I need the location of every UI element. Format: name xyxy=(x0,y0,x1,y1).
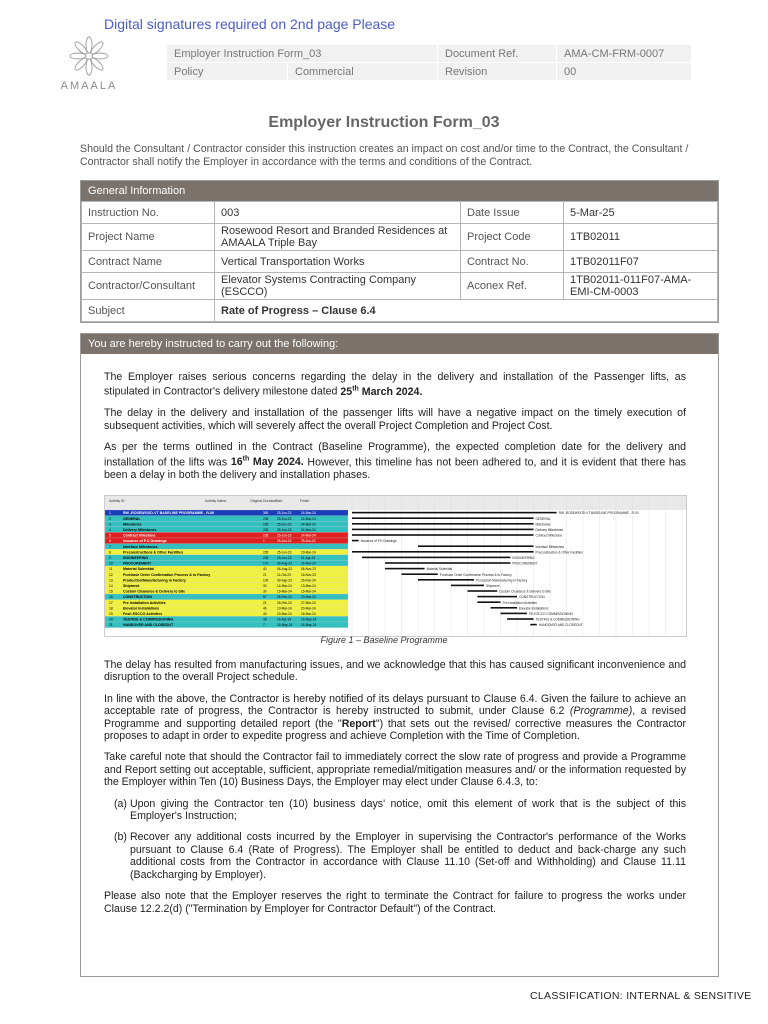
gantt-row-number: 9 xyxy=(109,556,111,560)
gantt-row-start: 26-Feb-24 xyxy=(277,600,292,605)
gantt-row-duration: 1 xyxy=(263,539,265,544)
gantt-row-finish: 24-Mar-24 xyxy=(301,516,316,521)
gantt-bar-label: Shipment xyxy=(486,584,500,588)
gantt-row-name: Fnsh ESCCO Activities xyxy=(123,612,163,616)
gantt-header-cell: Start xyxy=(275,499,283,503)
date-issue-label: Date Issue xyxy=(461,202,564,224)
gantt-bar xyxy=(352,540,359,542)
revision-label: Revision xyxy=(438,63,557,81)
date-issue-value: 5-Mar-25 xyxy=(564,202,718,224)
gantt-row-number: 7 xyxy=(109,544,111,549)
gantt-row-duration: 235 xyxy=(263,522,269,527)
gantt-row-finish: 06-Nov-23 xyxy=(301,567,316,572)
gantt-row-finish: 25-Jun-23 xyxy=(301,539,316,544)
gantt-row-number: 5 xyxy=(109,533,111,538)
gantt-bar-label: RW -ROSEWOOD-VT BASELINE PROGRAMME - R-00 xyxy=(558,511,639,516)
page-title: Employer Instruction Form_03 xyxy=(268,114,500,131)
gantt-bar xyxy=(352,517,534,519)
gantt-row-finish: 20-Mar-24 xyxy=(301,606,316,611)
gantt-bar xyxy=(477,601,500,603)
gantt-bar xyxy=(477,596,517,598)
gantt-bar xyxy=(352,551,534,553)
gantt-row-number: 20 xyxy=(109,617,113,622)
gantt-header-bar xyxy=(105,496,686,510)
gantt-bar xyxy=(352,523,534,525)
gantt-bar-label: Interface Milestones xyxy=(535,544,565,549)
gantt-bar-label: ENGINEERING xyxy=(512,556,535,560)
gantt-row-finish: 24-Mar-24 xyxy=(301,528,316,532)
gantt-row-number: 18 xyxy=(109,606,113,611)
gantt-row-finish: 20-Mar-24 xyxy=(301,595,316,600)
gantt-bar-label: CONSTRUCTION xyxy=(519,595,545,600)
gantt-bar-label: Issuance of PO Drawings xyxy=(360,539,397,544)
gantt-row-name: HANDOVER AND CLOSEOUT xyxy=(123,623,174,628)
gantt-row-start: 25-Jun-23 xyxy=(277,528,292,532)
policy-label: Policy xyxy=(167,63,288,81)
amaala-logo xyxy=(56,36,122,92)
list-item-a: (a) Upon giving the Contractor ten (10) business days' notice, omit this element of work that is the subject of this Employer's Instruction; xyxy=(114,797,686,823)
project-name-value: Rosewood Resort and Branded Residences at AMAALA Triple Bay xyxy=(215,224,461,251)
gantt-bar xyxy=(418,545,534,547)
gantt-row-number: 14 xyxy=(109,584,113,588)
gantt-bar xyxy=(451,585,484,587)
gantt-row-start: 16-Apr-24 xyxy=(277,617,292,622)
amaala-logo-icon xyxy=(69,36,109,76)
gantt-bar xyxy=(507,618,533,620)
gantt-row-name: Interface Milestones xyxy=(123,544,158,549)
gantt-bar-label: Delivery Milestones xyxy=(535,528,564,532)
gantt-row-name: TESTING & COMMISSIONING xyxy=(123,617,174,622)
gantt-row-duration: 7 xyxy=(263,623,265,628)
gantt-row-name: Purchase Order Confirmation Process & to Factory xyxy=(123,572,211,577)
gantt-bar-label: Preconstruction & Other Facilities xyxy=(535,550,583,555)
gantt-bar xyxy=(385,562,510,564)
gantt-row-number: 13 xyxy=(109,578,113,583)
policy-value: Commercial xyxy=(288,63,438,81)
gantt-row-duration: 170 xyxy=(263,561,269,566)
general-information-heading: General Information xyxy=(81,181,718,201)
gantt-row-finish: 16-Mar-24 xyxy=(301,612,316,616)
gantt-row-finish: 01-Apr-24 xyxy=(301,556,316,560)
signature-note: Digital signatures required on 2nd page Please xyxy=(104,16,396,32)
general-information-table xyxy=(81,201,718,322)
gantt-row-duration: 40 xyxy=(263,567,267,572)
gantt-row-start: 11-Oct-23 xyxy=(277,572,291,577)
gantt-header-cell: Activity ID xyxy=(109,499,125,503)
gantt-row-finish: 26-Mar-24 xyxy=(301,561,316,566)
gantt-row-name: Milestones xyxy=(123,522,142,527)
gantt-row-duration: 235 xyxy=(263,533,269,538)
contract-no-label: Contract No. xyxy=(461,251,564,273)
gantt-bar xyxy=(385,568,425,570)
paragraph-6: Take careful note that should the Contractor fail to immediately correct the slow rate of progress and provide a Programme and Report setting out acceptable, sufficient, appropriate remedial/mitigation measures and/ or the information requested by the Employer within Ten (10) Business Days, the Employer may elect under Clause 6.4.3, to: xyxy=(104,751,686,789)
gantt-row-finish: 23-Mar-24 xyxy=(301,550,316,555)
gantt-row-name: Shipment xyxy=(123,584,140,588)
project-code-value: 1TB02011 xyxy=(564,224,718,251)
gantt-row-name: PROCUREMENT xyxy=(123,561,152,566)
gantt-row-duration: 40 xyxy=(263,612,267,616)
subject-label: Subject xyxy=(82,300,215,322)
gantt-bar xyxy=(352,529,534,531)
gantt-bar-label: PROCUREMENT xyxy=(512,561,538,566)
gantt-header-cell: Original Duration xyxy=(250,499,277,503)
subject-value: Rate of Progress – Clause 6.4 xyxy=(215,300,718,322)
gantt-bar xyxy=(491,607,517,609)
gantt-row-finish: 24-May-24 xyxy=(301,623,317,628)
gantt-bar-label: Custom Clearance & Delivery to Site xyxy=(499,589,551,594)
baseline-programme-gantt xyxy=(105,496,686,636)
gantt-row-finish: 24-Mar-24 xyxy=(301,533,316,538)
gantt-row-number: 11 xyxy=(109,567,113,572)
gantt-row-number: 6 xyxy=(109,539,111,544)
gantt-bar-label: Contract Milestone xyxy=(535,533,563,538)
gantt-bar xyxy=(352,534,534,536)
gantt-row-start: 06-Aug-23 xyxy=(277,567,292,572)
paragraph-4: The delay has resulted from manufacturing issues, and we acknowledge that this has caused significant inconvenience and disruption to the overall Project schedule. xyxy=(104,659,686,684)
gantt-row-finish: 16-Nov-23 xyxy=(301,572,316,577)
gantt-row-name: RW -ROSEWOOD-VT BASELINE PROGRAMME - R-00 xyxy=(123,511,214,516)
classification-label: CLASSIFICATION: INTERNAL & SENSITIVE xyxy=(530,990,752,1002)
instruction-body-top xyxy=(104,371,686,490)
gantt-row-finish: 15-Mar-24 xyxy=(301,589,316,594)
instruction-body-bottom xyxy=(104,659,686,924)
gantt-bar-label: Production Manufacturing in Factory xyxy=(476,578,528,583)
gantt-row-name: Contract Milestone xyxy=(123,533,156,538)
aconex-label: Aconex Ref. xyxy=(461,273,564,300)
gantt-row-number: 19 xyxy=(109,612,113,616)
revision-value: 00 xyxy=(557,63,692,81)
gantt-bar xyxy=(468,590,498,592)
gantt-row-duration: 390 xyxy=(263,511,269,516)
gantt-row-name: Issuance of P.O Drawings xyxy=(123,539,167,544)
gantt-row-name: Custom Clearance & Delivery to Site xyxy=(123,589,186,594)
gantt-bar xyxy=(530,624,537,626)
gantt-row-duration: 235 xyxy=(263,528,269,532)
baseline-programme-figure xyxy=(104,495,687,637)
document-header-table xyxy=(166,44,692,81)
gantt-row-start: 26-Feb-24 xyxy=(277,595,292,600)
gantt-bar-label: Milestones xyxy=(535,522,551,527)
instruction-heading: You are hereby instructed to carry out the following: xyxy=(81,334,718,354)
gantt-bar-label: Purchase Order Confirmation Process & to Factory xyxy=(439,572,512,577)
gantt-row-name: Delivery Milestones xyxy=(123,528,157,532)
paragraph-5: In line with the above, the Contractor is hereby notified of its delays pursuant to Clause 6.4. Given the failure to achieve an acceptable rate of progress, the Contractor is hereby instructed to submit, under Clause 6.2 (Programme), a revised Programme and supporting detailed report (the "Report") that sets out the revised/ corrective measures the Contractor proposes to adapt in order to expedite progress and achieve Completion with the Time of Completion. xyxy=(104,692,686,743)
gantt-row-name: Preconstructions & Other Facilities xyxy=(123,550,184,555)
gantt-bar-label: Pre Installation Activities xyxy=(502,600,537,605)
gantt-row-name: CONSTRUCTION xyxy=(123,595,152,600)
contractor-label: Contractor/Consultant xyxy=(82,273,215,300)
contract-no-value: 1TB02011F07 xyxy=(564,251,718,273)
gantt-header-cell: Activity Name xyxy=(205,499,227,503)
gantt-row-start: 25-Jun-23 xyxy=(277,516,292,521)
gantt-row-duration: 21 xyxy=(263,600,267,605)
gantt-row-name: Production/Manufacturing in Factory xyxy=(123,578,186,583)
list-item-b: (b) Recover any additional costs incurred by the Employer in supervising the Contractor's performance of the Works pursuant to Clause 6.4 (Rate of Progress). The Employer shall be entitled to deduct and back-charge any such additional costs from the Contractor in accordance with Clause 11.10 (Set-off and Withholding) and Clause 11.11 (Backcharging by Employer). xyxy=(114,831,686,881)
form-name: Employer Instruction Form_03 xyxy=(167,45,438,63)
gantt-bar xyxy=(501,613,527,615)
project-code-label: Project Code xyxy=(461,224,564,251)
figure-caption: Figure 1 – Baseline Programme xyxy=(320,635,448,645)
gantt-header-cell: Finish xyxy=(300,499,310,503)
gantt-row-finish: 13-Mar-24 xyxy=(301,584,316,588)
gantt-row-duration: 30 xyxy=(263,584,267,588)
gantt-row-duration: 46 xyxy=(263,606,267,611)
gantt-row-number: 10 xyxy=(109,561,113,566)
gantt-bar-label: GENERAL xyxy=(535,516,551,521)
gantt-bar xyxy=(362,557,511,559)
gantt-row-duration: 21 xyxy=(263,572,267,577)
paragraph-3: As per the terms outlined in the Contract (Baseline Programme), the expected completion date for the delivery and installation of the lifts was 16th May 2024. However, this timeline has not been adhered to, and it is evident that there has been a delay in both the delivery and installation phases. xyxy=(104,441,686,481)
gantt-row-finish: 16-May-24 xyxy=(301,617,317,622)
gantt-row-name: Pre Installation Activities xyxy=(123,600,166,605)
project-name-label: Project Name xyxy=(82,224,215,251)
gantt-row-duration: 57 xyxy=(263,595,267,600)
gantt-row-number: 8 xyxy=(109,550,111,555)
gantt-row-duration: 235 xyxy=(263,550,269,555)
gantt-row-start: 09-Sep-23 xyxy=(277,578,292,583)
gantt-bar-label: HANDOVER AND CLOSEOUT xyxy=(538,623,583,628)
contractor-value: Elevator Systems Contracting Company (ESCCO) xyxy=(215,273,461,300)
gantt-bar-label: PD ESCCO COMMISSIONING xyxy=(528,612,574,616)
gantt-row-number: 17 xyxy=(109,600,113,605)
gantt-row-duration: 30 xyxy=(263,589,267,594)
gantt-row-start: 25-Jun-23 xyxy=(277,533,292,538)
aconex-value: 1TB02011-011F07-AMA-EMI-CM-0003 xyxy=(564,273,718,300)
gantt-row-number: 12 xyxy=(109,572,113,577)
gantt-row-start: 15-Mar-24 xyxy=(277,589,292,594)
gantt-row-number: 21 xyxy=(109,623,113,628)
intro-text: Should the Consultant / Contractor consider this instruction creates an impact on cost and/or time to the Contract, the Consultant / Contractor shall notify the Employer in accordance with the terms and conditions of the Contract. xyxy=(80,143,689,168)
gantt-row-start: 25-Jun-23 xyxy=(277,550,292,555)
gantt-bar xyxy=(418,579,474,581)
gantt-row-duration: 235 xyxy=(263,516,269,521)
paragraph-1: The Employer raises serious concerns regarding the delay in the delivery and installation of the Passenger lifts, as stipulated in Contractor's delivery milestone dated 25th March 2024. xyxy=(104,371,686,398)
contract-name-label: Contract Name xyxy=(82,251,215,273)
gantt-row-start: 13-Mar-24 xyxy=(277,606,292,611)
gantt-row-number: 1 xyxy=(109,511,111,516)
gantt-row-name: Elevator Installations xyxy=(123,606,160,611)
gantt-row-duration: 105 xyxy=(263,578,269,583)
gantt-row-number: 3 xyxy=(109,522,111,527)
gantt-row-number: 4 xyxy=(109,528,111,532)
gantt-row-start: 25-Jun-23 xyxy=(277,539,292,544)
doc-ref-value: AMA-CM-FRM-0007 xyxy=(557,45,692,63)
gantt-row-start: 14-Mar-24 xyxy=(277,584,292,588)
gantt-row-start: 16-May-24 xyxy=(277,623,293,628)
gantt-bar xyxy=(352,512,557,514)
instruction-no-value: 003 xyxy=(215,202,461,224)
gantt-row-start: 20-Mar-24 xyxy=(277,612,292,616)
doc-ref-label: Document Ref. xyxy=(438,45,557,63)
gantt-row-number: 16 xyxy=(109,595,113,600)
gantt-row-finish: 24-Mar-24 xyxy=(301,511,316,516)
gantt-row-duration: 235 xyxy=(263,556,269,560)
gantt-row-number: 2 xyxy=(109,516,111,521)
gantt-row-duration: 38 xyxy=(263,617,267,622)
gantt-row-start: 25-Jun-23 xyxy=(277,511,292,516)
gantt-bar-label: TESTING & COMMISSIONING xyxy=(535,617,580,622)
gantt-bar xyxy=(402,573,438,575)
contract-name-value: Vertical Transportation Works xyxy=(215,251,461,273)
gantt-row-name: ENGINEERING xyxy=(123,556,149,560)
general-information-section xyxy=(80,180,719,323)
gantt-row-start: 06-Aug-23 xyxy=(277,561,292,566)
gantt-bar-label: Elevator Installations xyxy=(519,606,549,611)
gantt-row-start: 25-Jun-23 xyxy=(277,556,292,560)
gantt-row-finish: 24-Mar-24 xyxy=(301,522,316,527)
paragraph-2: The delay in the delivery and installation of the passenger lifts will have a negative impact on the timely execution of subsequent activities, which will severely affect the overall Project Completion and Project Cost. xyxy=(104,407,686,432)
gantt-bar-label: Material Submittal xyxy=(426,567,453,572)
logo-text: AMAALA xyxy=(60,80,118,92)
instruction-no-label: Instruction No. xyxy=(82,202,215,224)
gantt-row-finish: 27-Mar-24 xyxy=(301,600,316,605)
gantt-row-name: Material Submittal xyxy=(123,567,154,572)
gantt-row-start: 25-Jun-23 xyxy=(277,522,292,527)
gantt-row-finish: 26-Feb-24 xyxy=(301,578,316,583)
paragraph-7: Please also note that the Employer reserves the right to terminate the Contract for failure to progress the works under Clause 12.2.2(d) ("Termination by Employer for Contractor Default") of the Contract. xyxy=(104,890,686,915)
gantt-row-name: GENERAL xyxy=(123,516,141,521)
gantt-row-number: 15 xyxy=(109,589,113,594)
